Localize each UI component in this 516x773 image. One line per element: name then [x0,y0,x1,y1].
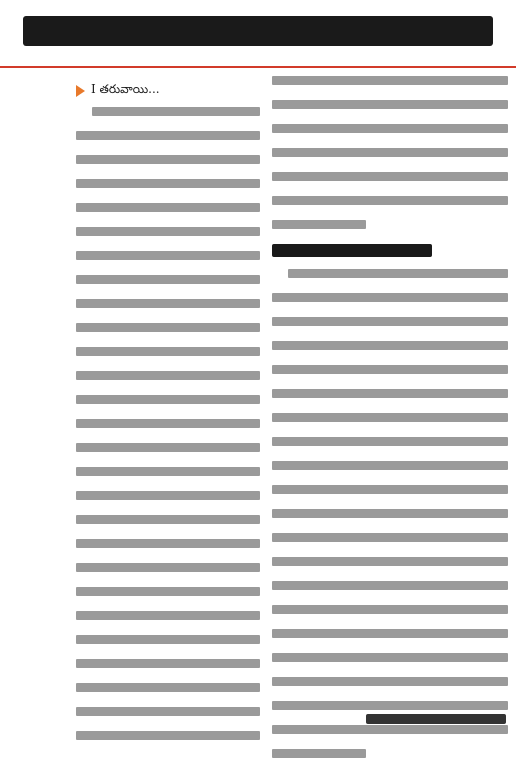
body-text-block-bottom [272,269,508,758]
left-column [76,76,260,755]
subheading-text-placeholder [272,244,432,257]
body-text-block [76,107,260,740]
continuation-marker [76,82,260,99]
continuation-text: I తరువాయి... [91,82,160,96]
headline [0,0,516,62]
arrow-icon [76,85,85,97]
byline [366,714,506,724]
headline-text-placeholder [23,16,493,46]
body-text-block-top [272,76,508,229]
headline-rule [0,66,516,68]
subheading [272,244,508,257]
byline-text-placeholder [366,714,506,724]
right-column [272,76,508,773]
